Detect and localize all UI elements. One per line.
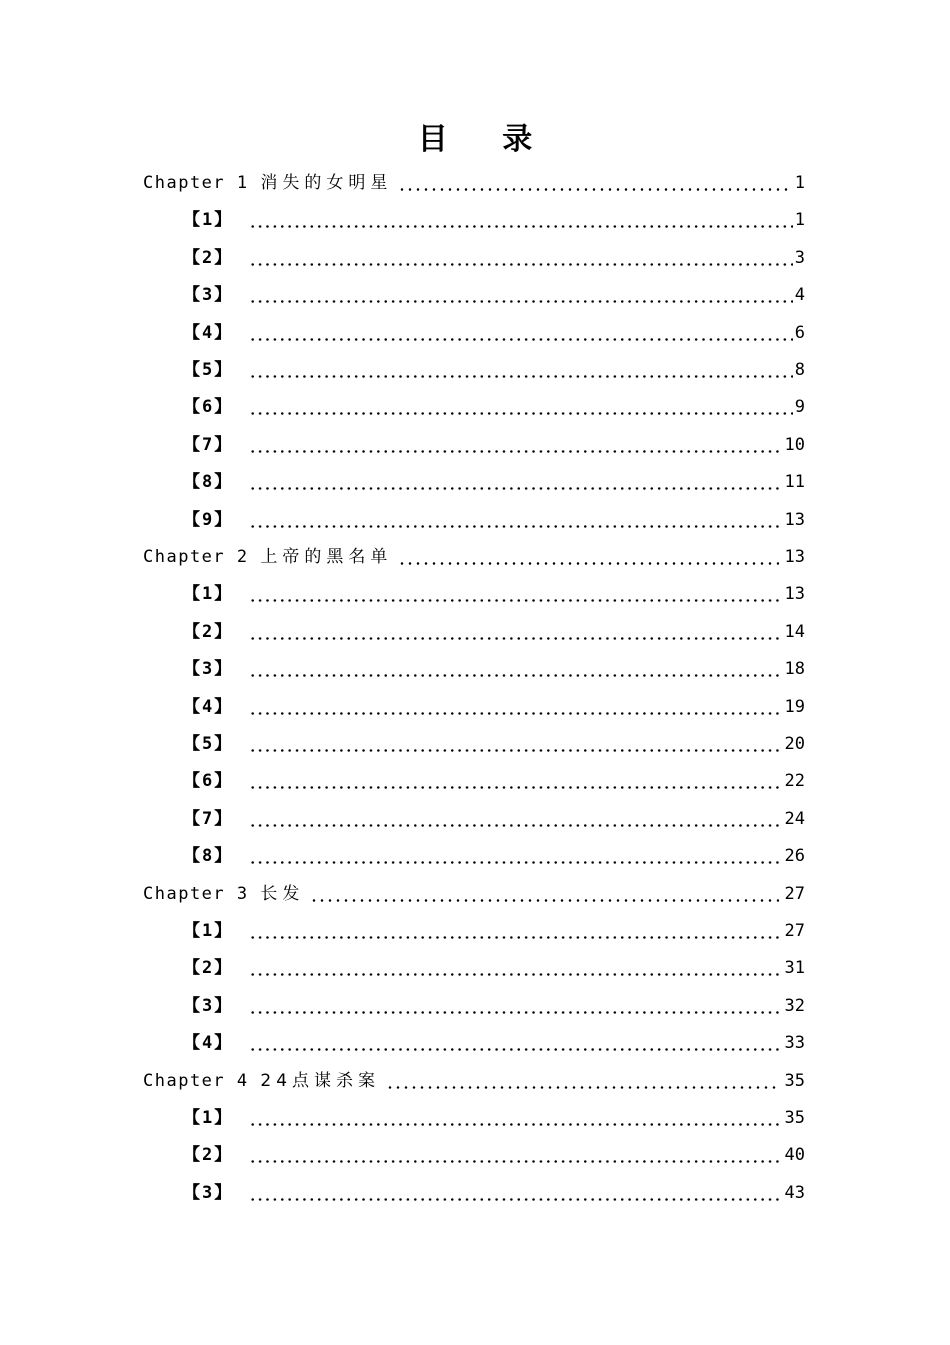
chapter-heading: [143, 539, 392, 576]
page-number: 27: [784, 921, 805, 941]
toc-chapter-entry[interactable]: [143, 1063, 805, 1100]
toc-section-entry[interactable]: [183, 913, 805, 950]
dot-leader: [249, 389, 793, 426]
entry-label: 【5】: [183, 360, 234, 380]
page-number: 20: [784, 734, 805, 754]
section-label: [183, 838, 233, 875]
section-label: [183, 502, 233, 539]
toc-section-entry[interactable]: [183, 389, 805, 426]
dot-leader: [249, 1175, 782, 1212]
toc-chapter-entry[interactable]: [143, 165, 805, 202]
section-label: [183, 352, 233, 389]
dot-leader: [249, 689, 782, 726]
dot-leader: [249, 277, 793, 314]
entry-label: 【8】: [183, 846, 234, 867]
page-number: 24: [784, 808, 805, 829]
page-number: 3: [794, 247, 805, 268]
entry-label: 【5】: [183, 734, 234, 754]
toc-section-entry[interactable]: [183, 651, 805, 688]
chapter-heading: [143, 1063, 380, 1100]
entry-label: Chapter 2: [143, 547, 249, 567]
toc-section-entry[interactable]: [183, 950, 805, 987]
page-number: 13: [784, 584, 805, 605]
entry-label: 【1】: [183, 1108, 234, 1128]
page-number: 8: [794, 360, 805, 380]
section-label: [183, 801, 233, 838]
page-number: 22: [784, 771, 805, 792]
toc-section-entry[interactable]: [183, 1025, 805, 1062]
section-label: [183, 315, 233, 352]
dot-leader: [386, 1063, 779, 1100]
page-number: 4: [794, 285, 805, 306]
toc-section-entry[interactable]: [183, 315, 805, 352]
toc-section-entry[interactable]: [183, 240, 805, 277]
page-number: 31: [784, 958, 805, 979]
toc-section-entry[interactable]: [183, 576, 805, 613]
section-label: [183, 240, 233, 277]
page-number: 35: [784, 1070, 805, 1091]
entry-label: Chapter 4: [143, 1070, 249, 1091]
toc-title: 目 录: [417, 122, 555, 157]
page-number: 13: [784, 509, 805, 530]
entry-label: 【9】: [183, 509, 234, 530]
page-number: 35: [784, 1108, 805, 1128]
section-label: [183, 277, 233, 314]
page-number: 14: [784, 621, 805, 642]
section-label: [183, 389, 233, 426]
dot-leader: [249, 240, 793, 277]
toc-section-entry[interactable]: [183, 1137, 805, 1174]
chapter-title: 24点谋杀案: [260, 1070, 381, 1091]
toc-section-entry[interactable]: [183, 427, 805, 464]
entry-label: 【3】: [183, 995, 234, 1016]
toc-section-entry[interactable]: [183, 801, 805, 838]
section-label: [183, 726, 233, 763]
entry-label: 【6】: [183, 771, 234, 792]
page-number: 27: [784, 883, 805, 904]
dot-leader: [249, 614, 782, 651]
section-label: [183, 1100, 233, 1137]
page-number: 18: [784, 659, 805, 680]
section-label: [183, 1175, 233, 1212]
dot-leader: [249, 427, 782, 464]
entry-label: 【2】: [183, 621, 234, 642]
dot-leader: [249, 1137, 782, 1174]
dot-leader: [249, 1100, 782, 1137]
entry-label: 【3】: [183, 285, 234, 306]
page-number: 10: [784, 434, 805, 455]
dot-leader: [249, 988, 782, 1025]
toc-section-entry[interactable]: [183, 464, 805, 501]
section-label: [183, 950, 233, 987]
page-number: 19: [784, 696, 805, 717]
section-label: [183, 464, 233, 501]
page-number: 6: [794, 322, 805, 343]
page-number: 26: [784, 846, 805, 867]
toc-section-entry[interactable]: [183, 614, 805, 651]
entry-label: Chapter 3: [143, 883, 249, 904]
dot-leader: [249, 763, 782, 800]
page-number: 43: [784, 1182, 805, 1203]
page-number: 9: [794, 397, 805, 418]
dot-leader: [249, 913, 782, 950]
dot-leader: [249, 801, 782, 838]
toc-chapter-entry[interactable]: [143, 539, 805, 576]
entry-label: 【3】: [183, 1182, 234, 1203]
section-label: [183, 988, 233, 1025]
dot-leader: [398, 539, 778, 576]
dot-leader: [398, 165, 788, 202]
chapter-title: 上帝的黑名单: [260, 547, 393, 567]
chapter-heading: [143, 876, 304, 913]
toc-section-entry[interactable]: [183, 1100, 805, 1137]
dot-leader: [249, 464, 782, 501]
section-label: [183, 651, 233, 688]
chapter-heading: [143, 165, 392, 202]
dot-leader: [310, 876, 778, 913]
page-number: 33: [784, 1033, 805, 1054]
section-label: [183, 689, 233, 726]
section-label: [183, 763, 233, 800]
dot-leader: [249, 352, 793, 389]
toc-section-entry[interactable]: [183, 502, 805, 539]
toc-section-entry[interactable]: [183, 1175, 805, 1212]
toc-chapter-entry[interactable]: [143, 876, 805, 913]
entry-label: 【1】: [183, 921, 234, 941]
section-label: [183, 1025, 233, 1062]
entry-label: 【4】: [183, 322, 234, 343]
entry-label: Chapter 1: [143, 173, 249, 193]
toc-section-entry[interactable]: [183, 988, 805, 1025]
dot-leader: [249, 502, 782, 539]
page-number: 40: [784, 1145, 805, 1166]
entry-label: 【8】: [183, 472, 234, 493]
dot-leader: [249, 202, 793, 239]
toc-section-entry[interactable]: [183, 838, 805, 875]
section-label: [183, 202, 233, 239]
section-label: [183, 614, 233, 651]
entry-label: 【2】: [183, 958, 234, 979]
entry-label: 【2】: [183, 1145, 234, 1166]
toc-section-entry[interactable]: [183, 277, 805, 314]
section-label: [183, 913, 233, 950]
page-number: 1: [794, 173, 805, 193]
toc-section-entry[interactable]: [183, 689, 805, 726]
toc-section-entry[interactable]: [183, 726, 805, 763]
dot-leader: [249, 1025, 782, 1062]
dot-leader: [249, 838, 782, 875]
entry-label: 【6】: [183, 397, 234, 418]
dot-leader: [249, 315, 793, 352]
entry-label: 【4】: [183, 1033, 234, 1054]
page-number: 1: [794, 210, 805, 231]
page-number: 32: [784, 995, 805, 1016]
toc-section-entry[interactable]: [183, 763, 805, 800]
entry-label: 【4】: [183, 696, 234, 717]
section-label: [183, 576, 233, 613]
toc-section-entry[interactable]: [183, 202, 805, 239]
chapter-title: 消失的女明星: [260, 173, 393, 193]
entry-label: 【3】: [183, 659, 234, 680]
toc-section-entry[interactable]: [183, 352, 805, 389]
page-number: 11: [784, 472, 805, 493]
section-label: [183, 1137, 233, 1174]
entry-label: 【7】: [183, 808, 234, 829]
entry-label: 【2】: [183, 247, 234, 268]
dot-leader: [249, 651, 782, 688]
entry-label: 【7】: [183, 434, 234, 455]
chapter-title: 长发: [260, 883, 305, 904]
page-number: 13: [784, 547, 805, 567]
entry-label: 【1】: [183, 584, 234, 605]
dot-leader: [249, 950, 782, 987]
section-label: [183, 427, 233, 464]
dot-leader: [249, 726, 782, 763]
dot-leader: [249, 576, 782, 613]
entry-label: 【1】: [183, 210, 234, 231]
